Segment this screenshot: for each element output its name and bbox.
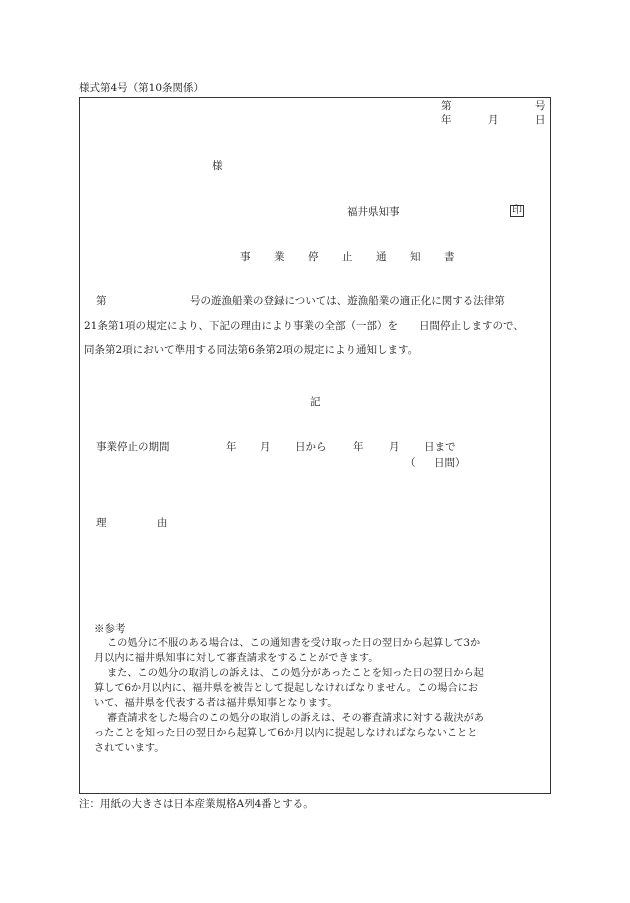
reference-line: 算して6か月以内に、福井県を被告として提起しなければなりません。この場合にお (94, 683, 479, 694)
reference-line: また、この処分の取消しの訴えは、この処分があったことを知った日の翌日から起 (107, 668, 484, 679)
footnote: 注：用紙の大きさは日本産業規格A列4番とする。 (79, 798, 314, 810)
reference-line: 月以内に福井県知事に対して審査請求をすることができます。 (94, 653, 379, 664)
period-days: 日間） (434, 457, 466, 469)
reference-line: ったことを知った日の翌日から起算して6か月以内に提起しなければならないことと (94, 728, 478, 739)
title-char: 書 (444, 251, 455, 263)
reference-heading: ※参考 (94, 623, 126, 635)
date-year: 年 (441, 114, 452, 126)
title-char: 業 (274, 251, 285, 263)
period-label: 事業停止の期間 (96, 441, 170, 453)
reference-line: 審査請求をした場合のこの処分の取消しの訴えは、その審査請求に対する裁決があ (107, 713, 484, 724)
reason-char2: 由 (157, 517, 168, 529)
reason-char1: 理 (96, 517, 107, 529)
period-paren-open: （ (405, 457, 416, 469)
date-month: 月 (488, 114, 499, 126)
body-line1-prefix: 第 (96, 295, 107, 307)
body-line2: 21条第1項の規定により、下記の理由により事業の全部（一部）を 日間停止しますので、 (84, 320, 524, 332)
issuer-name: 福井県知事 (347, 206, 400, 218)
title-char: 事 (240, 251, 251, 263)
number-suffix: 号 (535, 100, 546, 112)
ki-heading: 記 (310, 396, 321, 408)
seal-mark: 印 (512, 205, 522, 216)
reference-line: この処分に不服のある場合は、この通知書を受け取った日の翌日から起算して3か (107, 638, 481, 649)
period-month1: 月 (260, 441, 271, 453)
reference-line: いて、福井県を代表する者は福井県知事となります。 (94, 698, 338, 709)
period-day-from: 日から (295, 441, 327, 453)
title-char: 停 (308, 251, 319, 263)
addressee-suffix: 様 (212, 160, 223, 172)
period-year2: 年 (353, 441, 364, 453)
period-year1: 年 (226, 441, 237, 453)
number-prefix: 第 (441, 100, 452, 112)
period-month2: 月 (389, 441, 400, 453)
body-line1: 号の遊漁船業の登録については、遊漁船業の適正化に関する法律第 (190, 295, 505, 307)
body-line3: 同条第2項において準用する同法第6条第2項の規定により通知します。 (84, 344, 419, 356)
title-char: 止 (342, 251, 353, 263)
form-label: 様式第4号（第10条関係） (79, 82, 205, 94)
document-title (240, 252, 478, 263)
reference-line: されています。 (94, 743, 165, 754)
title-char: 知 (410, 251, 421, 263)
date-day: 日 (535, 114, 546, 126)
period-day-until: 日まで (424, 441, 456, 453)
title-char: 通 (376, 251, 387, 263)
